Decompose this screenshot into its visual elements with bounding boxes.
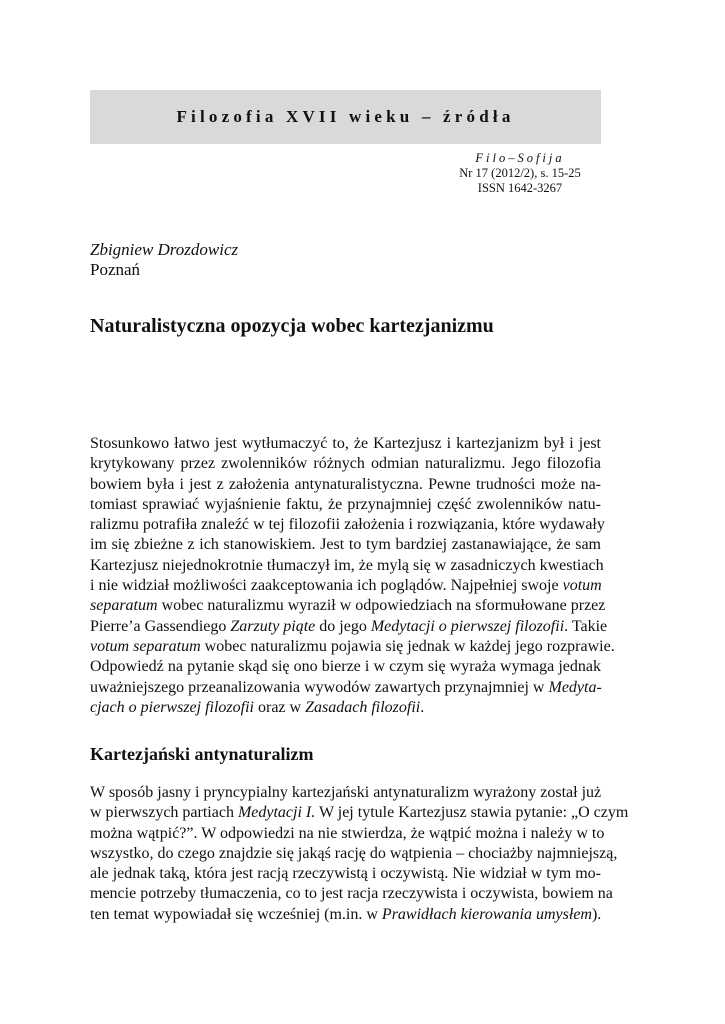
italic-text: cjach o pierwszej filozofii [90,698,254,716]
article-title: Naturalistyczna opozycja wobec kartezjanizmu [90,315,494,337]
italic-text: Zasadach filozofii [305,698,421,716]
author-block [90,240,238,280]
text-line [90,495,601,515]
text-span: oraz w [254,698,306,716]
journal-name: Filo–Sofija [475,151,565,165]
italic-text: Medyta- [548,678,602,696]
text-span: ). [591,905,602,923]
text-span: uważniejszego przeanalizowania wywodów zawartych przynajmniej w [90,678,549,696]
text-span: tomiast sprawiać wyjaśnienie faktu, że przynajmniej część zwolenników natu- [90,495,601,513]
text-span: Stosunkowo łatwo jest wytłumaczyć to, że Kartezjusz i kartezjanizm był i jest [90,435,601,452]
journal-issue: Nr 17 (2012/2), s. 15-25 [459,166,581,180]
text-line [90,698,601,718]
section-heading: Kartezjański antynaturalizm [90,744,314,764]
text-line [90,637,615,657]
text-line [90,657,601,677]
text-span: . Takie [564,617,608,635]
text-line [90,596,606,616]
text-span: bowiem była i jest z założenia antynaturalistyczna. Pewne trudności może na- [90,475,601,493]
text-span: w pierwszych partiach [90,804,238,822]
text-line [90,905,601,925]
journal-info [440,151,600,196]
italic-text: Zarzuty piąte [230,617,316,635]
text-span: do jego [315,617,371,635]
text-line [90,678,601,698]
text-span: ten temat wypowiadał się wcześniej (m.in. w [90,905,382,923]
text-span: W jej tytule Kartezjusz stawia pytanie: „O czym [315,804,629,822]
text-span: krytykowany przez zwolenników różnych odmian naturalizmu. Jego filozofia [90,455,601,473]
text-span: wobec naturalizmu wyraził w odpowiedziach na sformułowane przez [157,597,606,615]
text-line [90,556,604,576]
text-line [90,844,618,864]
author-name: Zbigniew Drozdowicz [90,240,239,259]
italic-text: votum separatum [90,637,201,655]
text-line [90,824,605,844]
text-span: Pierre’a Gassendiego [90,617,231,635]
text-line [90,434,601,454]
section-paragraph [90,783,629,925]
text-line [90,884,613,904]
text-line [90,535,601,555]
italic-text: Prawidłach kierowania umysłem [381,905,592,923]
series-header-band [90,90,601,144]
italic-text: votum [562,577,602,595]
text-line [90,515,605,535]
text-span: mencie potrzeby tłumaczenia, co to jest racja rzeczywista i oczywista, bowiem na [90,885,613,903]
text-span: im się zbieżne z ich stanowiskiem. Jest to tym bardziej zastanawiające, że sam [90,536,601,554]
text-span: można wątpić?”. W odpowiedzi na nie stwierdza, że wątpić można i należy w to [90,824,605,842]
author-city: Poznań [90,260,141,279]
text-span: wobec naturalizmu pojawia się jednak w każdej jego rozprawie. [200,637,615,655]
text-line [90,576,601,596]
text-line [90,783,601,803]
text-span: . [420,698,425,716]
text-line [90,454,601,474]
intro-paragraph [90,434,615,718]
italic-text: separatum [90,597,158,615]
text-span: wszystko, do czego znajdzie się jakąś rację do wątpienia – chociażby najmniejszą, [90,844,618,862]
text-line [90,617,608,637]
text-line [90,475,601,495]
text-span: Kartezjusz niejednokrotnie tłumaczył im, że mylą się w zasadniczych kwestiach [90,556,604,574]
text-span: Odpowiedź na pytanie skąd się ono bierze i w czym się wyraża wymaga jednak [90,658,601,676]
journal-issn: ISSN 1642-3267 [477,181,563,195]
text-span: ale jednak taką, która jest racją rzeczywistą i oczywistą. Nie widział w tym mo- [90,865,601,883]
text-line [90,803,629,823]
text-span: i nie widział możliwości zaakceptowania ich poglądów. Najpełniej swoje [90,577,563,595]
text-span: ralizmu potrafiła znaleźć w tej filozofii założenia i rozwiązania, które wydawały [90,516,605,534]
italic-text: Medytacji o pierwszej filozofii [370,617,565,635]
text-line [90,864,601,884]
text-span: W sposób jasny i pryncypialny kartezjański antynaturalizm wyrażony został już [90,784,602,801]
italic-text: Medytacji I. [237,804,316,822]
series-title: Filozofia XVII wieku – źródła [176,107,515,126]
